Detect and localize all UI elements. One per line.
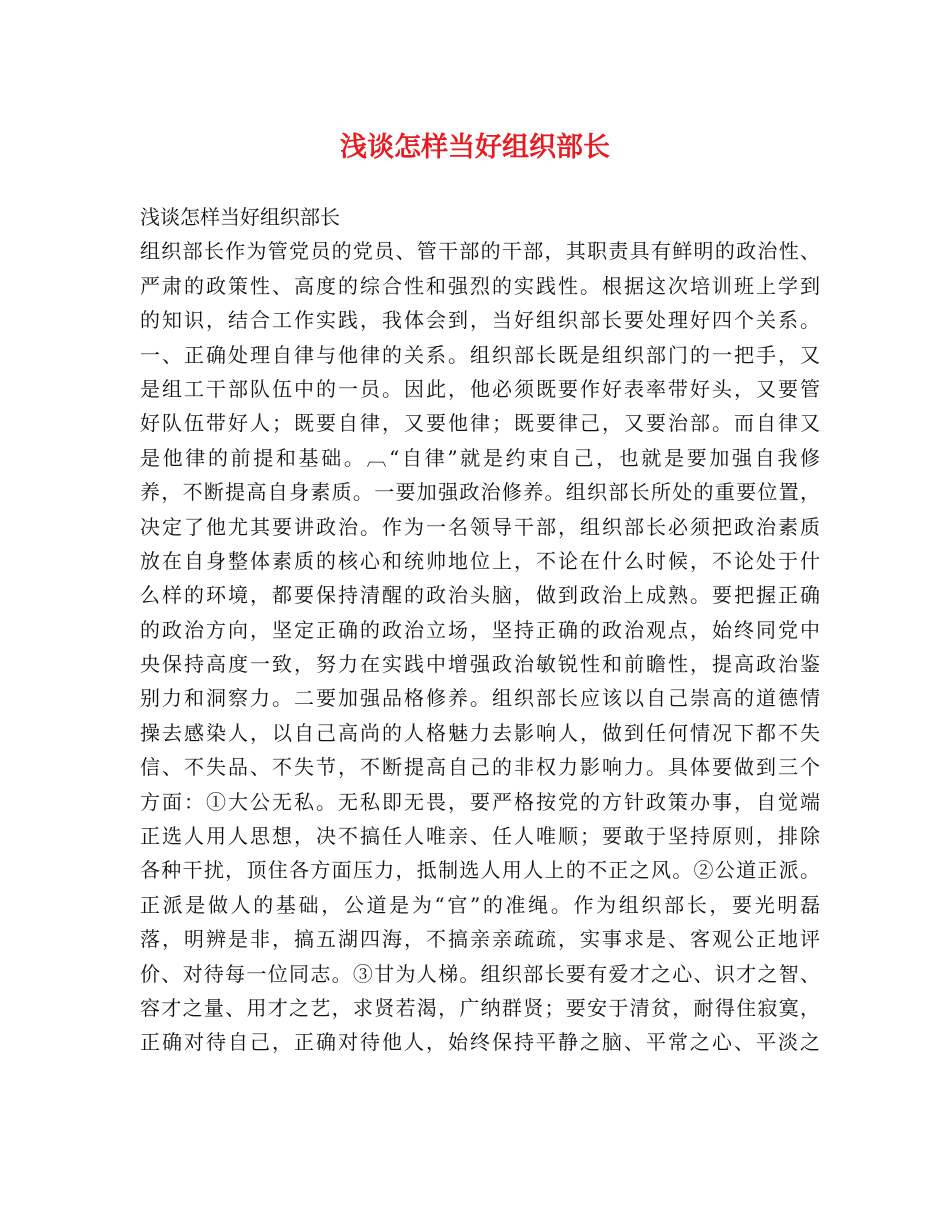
body-line: 容才之量、用才之艺，求贤若渴，广纳群贤；要安于清贫，耐得住寂寞，	[140, 995, 820, 1020]
document-title: 浅谈怎样当好组织部长	[340, 132, 610, 163]
body-line: 一、正确处理自律与他律的关系。组织部长既是组织部门的一把手，又	[140, 342, 820, 367]
body-line: 正选人用人思想，决不搞任人唯亲、任人唯顺；要敢于坚持原则，排除	[140, 824, 820, 849]
body-line: 各种干扰，顶住各方面压力，抵制选人用人上的不正之风。②公道正派。	[140, 858, 820, 883]
body-line: 的知识，结合工作实践，我体会到，当好组织部长要处理好四个关系。	[140, 308, 820, 333]
body-line: 是组工干部队伍中的一员。因此，他必须既要作好表率带好头，又要管	[140, 376, 820, 401]
body-line: 组织部长作为管党员的党员、管干部的干部，其职责具有鲜明的政治性、	[140, 239, 820, 264]
body-line: 别力和洞察力。二要加强品格修养。组织部长应该以自己崇高的道德情	[140, 686, 820, 711]
body-line: 操去感染人，以自己高尚的人格魅力去影响人，做到任何情况下都不失	[140, 720, 820, 745]
body-line: 放在自身整体素质的核心和统帅地位上，不论在什么时候，不论处于什	[140, 548, 820, 573]
body-line: 正派是做人的基础，公道是为“官”的准绳。作为组织部长，要光明磊	[140, 892, 820, 917]
body-line: 正确对待自己，正确对待他人，始终保持平静之脑、平常之心、平淡之	[140, 1030, 820, 1055]
document-body	[140, 200, 820, 1060]
body-line: 是他律的前提和基础。︹“自律”就是约束自己，也就是要加强自我修	[140, 445, 820, 470]
body-line: 央保持高度一致，努力在实践中增强政治敏锐性和前瞻性，提高政治鉴	[140, 652, 820, 677]
body-line: 的政治方向，坚定正确的政治立场，坚持正确的政治观点，始终同党中	[140, 617, 820, 642]
body-line: 养，不断提高自身素质。一要加强政治修养。组织部长所处的重要位置，	[140, 480, 820, 505]
body-line: 价、对待每一位同志。③甘为人梯。组织部长要有爱才之心、识才之智、	[140, 961, 820, 986]
body-line: 方面：①大公无私。无私即无畏，要严格按党的方针政策办事，自觉端	[140, 789, 820, 814]
body-line: 信、不失品、不失节，不断提高自己的非权力影响力。具体要做到三个	[140, 755, 820, 780]
body-line: 严肃的政策性、高度的综合性和强烈的实践性。根据这次培训班上学到	[140, 273, 820, 298]
body-line: 浅谈怎样当好组织部长	[140, 205, 340, 229]
body-line: 么样的环境，都要保持清醒的政治头脑，做到政治上成熟。要把握正确	[140, 583, 820, 608]
body-line: 决定了他尤其要讲政治。作为一名领导干部，组织部长必须把政治素质	[140, 514, 820, 539]
body-line: 好队伍带好人；既要自律，又要他律；既要律己，又要治部。而自律又	[140, 411, 820, 436]
body-line: 落，明辨是非，搞五湖四海，不搞亲亲疏疏，实事求是、客观公正地评	[140, 927, 820, 952]
